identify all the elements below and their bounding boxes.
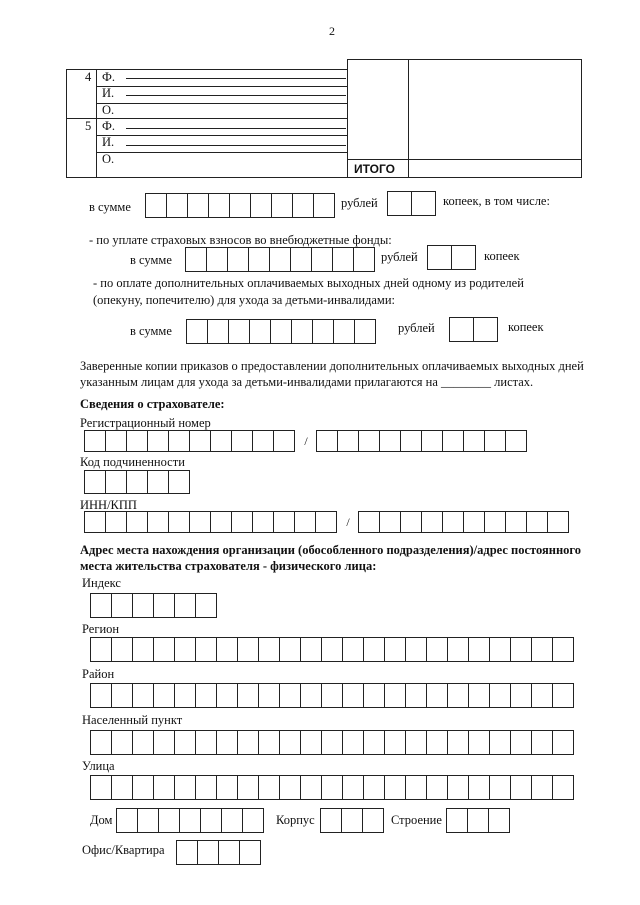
input-cell[interactable] [291,319,313,344]
insurance-prefix: в сумме [130,253,172,267]
input-cell[interactable] [313,193,335,218]
input-cell[interactable] [147,470,169,494]
input-cell[interactable] [384,637,406,662]
input-cell[interactable] [510,775,532,800]
input-cell[interactable] [463,511,485,533]
input-cell[interactable] [189,430,211,452]
person-4-name-label: И. [102,86,115,100]
input-cell[interactable] [111,775,133,800]
index-label: Индекс [82,576,121,590]
input-cell[interactable] [84,511,106,533]
input-cell[interactable] [442,430,464,452]
input-cell[interactable] [468,730,490,755]
insurance-kop-cells[interactable] [427,245,476,270]
address-heading-1: Адрес места нахождения организации (обособленного подразделения)/адрес постоянного [80,543,582,557]
input-cell[interactable] [270,319,292,344]
input-cell[interactable] [353,247,375,272]
input-cell[interactable] [273,430,295,452]
input-cell[interactable] [333,319,355,344]
region-label: Регион [82,622,120,636]
input-cell[interactable] [342,730,364,755]
input-cell[interactable] [90,683,112,708]
building-label: Строение [391,813,442,827]
input-cell[interactable] [400,511,422,533]
extra-days-kop-label: копеек [508,320,544,334]
input-cell[interactable] [153,775,175,800]
input-cell[interactable] [510,683,532,708]
person-5-surname-label: Ф. [102,119,116,133]
input-cell[interactable] [468,775,490,800]
index-cells[interactable] [90,593,217,618]
extra-days-rub-cells[interactable] [186,319,376,344]
street-label: Улица [82,759,115,773]
input-cell[interactable] [400,430,422,452]
reg-number-slash: / [304,433,308,448]
input-cell[interactable] [342,637,364,662]
input-cell[interactable] [300,683,322,708]
insurer-heading: Сведения о страхователе: [80,397,225,411]
input-cell[interactable] [187,193,209,218]
input-cell[interactable] [300,775,322,800]
region-cells[interactable] [90,637,574,662]
subordination-label: Код подчиненности [80,455,185,469]
input-cell[interactable] [405,775,427,800]
input-cell[interactable] [489,775,511,800]
input-cell[interactable] [405,683,427,708]
input-cell[interactable] [258,683,280,708]
input-cell[interactable] [447,683,469,708]
input-cell[interactable] [279,775,301,800]
input-cell[interactable] [153,683,175,708]
input-cell[interactable] [216,730,238,755]
input-cell[interactable] [446,808,468,833]
input-cell[interactable] [105,511,127,533]
input-cell[interactable] [111,593,133,618]
copies-line-1: Заверенные копии приказов о предоставлении дополнительных оплачиваемых выходных дней [80,359,584,373]
input-cell[interactable] [363,730,385,755]
input-cell[interactable] [279,683,301,708]
input-cell[interactable] [231,511,253,533]
input-cell[interactable] [531,637,553,662]
input-cell[interactable] [126,470,148,494]
address-heading-2: места жительства страхователя - физического лица: [80,559,377,573]
input-cell[interactable] [362,808,384,833]
extra-days-kop-cells[interactable] [449,317,498,342]
input-cell[interactable] [426,637,448,662]
input-cell[interactable] [279,637,301,662]
input-cell[interactable] [405,637,427,662]
input-cell[interactable] [531,775,553,800]
insurance-rub-label: рублей [381,250,418,264]
insurance-rub-cells[interactable] [185,247,375,272]
sum-rub-label: рублей [341,196,378,210]
input-cell[interactable] [111,730,133,755]
input-cell[interactable] [132,593,154,618]
input-cell[interactable] [484,430,506,452]
person-5-patronymic-label: О. [102,152,115,166]
input-cell[interactable] [90,593,112,618]
input-cell[interactable] [311,247,333,272]
district-cells[interactable] [90,683,574,708]
input-cell[interactable] [227,247,249,272]
input-cell[interactable] [552,683,574,708]
input-cell[interactable] [216,683,238,708]
office-label: Офис/Квартира [82,843,165,857]
input-cell[interactable] [174,730,196,755]
input-cell[interactable] [552,637,574,662]
input-cell[interactable] [105,470,127,494]
locality-cells[interactable] [90,730,574,755]
extra-days-text-2: (опекуну, попечителю) для ухода за детьми-инвалидами: [93,293,395,307]
input-cell[interactable] [216,637,238,662]
input-cell[interactable] [145,193,167,218]
input-cell[interactable] [153,730,175,755]
input-cell[interactable] [363,637,385,662]
person-4-surname-label: Ф. [102,70,116,84]
input-cell[interactable] [153,637,175,662]
input-cell[interactable] [174,775,196,800]
input-cell[interactable] [176,840,198,865]
input-cell[interactable] [354,319,376,344]
building-cells[interactable] [446,808,510,833]
input-cell[interactable] [111,637,133,662]
input-cell[interactable] [252,511,274,533]
input-cell[interactable] [132,730,154,755]
input-cell[interactable] [510,730,532,755]
input-cell[interactable] [195,593,217,618]
input-cell[interactable] [421,511,443,533]
input-cell[interactable] [384,775,406,800]
input-cell[interactable] [90,775,112,800]
input-cell[interactable] [321,683,343,708]
input-cell[interactable] [467,808,489,833]
input-cell[interactable] [312,319,334,344]
input-cell[interactable] [447,730,469,755]
input-cell[interactable] [531,730,553,755]
inn-kpp-label: ИНН/КПП [80,498,137,512]
extra-days-rub-label: рублей [398,321,435,335]
input-cell[interactable] [174,683,196,708]
input-cell[interactable] [116,808,138,833]
input-cell[interactable] [363,683,385,708]
person-4-patronymic-label: О. [102,103,115,117]
input-cell[interactable] [105,430,127,452]
input-cell[interactable] [208,193,230,218]
input-cell[interactable] [111,683,133,708]
input-cell[interactable] [147,430,169,452]
person-4-number: 4 [85,70,92,84]
input-cell[interactable] [468,637,490,662]
input-cell[interactable] [449,317,474,342]
extra-days-prefix: в сумме [130,324,172,338]
input-cell[interactable] [337,430,359,452]
sum-prefix: в сумме [89,200,131,214]
input-cell[interactable] [242,808,264,833]
persons-table [66,59,582,177]
input-cell[interactable] [427,245,452,270]
input-cell[interactable] [451,245,476,270]
copies-line-2: указанным лицам для ухода за детьми-инвалидами прилагаются на ________ листах. [80,375,534,389]
input-cell[interactable] [531,683,553,708]
input-cell[interactable] [489,683,511,708]
house-cells[interactable] [116,808,264,833]
input-cell[interactable] [126,511,148,533]
input-cell[interactable] [195,730,217,755]
input-cell[interactable] [488,808,510,833]
input-cell[interactable] [321,775,343,800]
input-cell[interactable] [248,247,270,272]
input-cell[interactable] [294,511,316,533]
input-cell[interactable] [168,511,190,533]
input-cell[interactable] [300,730,322,755]
input-cell[interactable] [292,193,314,218]
input-cell[interactable] [473,317,498,342]
input-cell[interactable] [237,683,259,708]
input-cell[interactable] [216,775,238,800]
input-cell[interactable] [126,430,148,452]
input-cell[interactable] [316,430,338,452]
input-cell[interactable] [197,840,219,865]
korpus-cells[interactable] [320,808,384,833]
input-cell[interactable] [384,730,406,755]
input-cell[interactable] [279,730,301,755]
input-cell[interactable] [315,511,337,533]
input-cell[interactable] [239,840,261,865]
input-cell[interactable] [237,775,259,800]
input-cell[interactable] [84,470,106,494]
input-cell[interactable] [379,430,401,452]
input-cell[interactable] [526,511,548,533]
input-cell[interactable] [132,683,154,708]
input-cell[interactable] [379,511,401,533]
input-cell[interactable] [168,470,190,494]
input-cell[interactable] [363,775,385,800]
input-cell[interactable] [505,430,527,452]
korpus-label: Корпус [276,813,315,827]
extra-days-text-1: - по оплате дополнительных оплачиваемых выходных дней одному из родителей [93,276,524,290]
input-cell[interactable] [174,593,196,618]
input-cell[interactable] [387,191,412,216]
input-cell[interactable] [189,511,211,533]
input-cell[interactable] [210,430,232,452]
total-label: ИТОГО [354,162,395,176]
input-cell[interactable] [206,247,228,272]
sum-kop-label: копеек, в том числе: [443,194,550,208]
input-cell[interactable] [442,511,464,533]
input-cell[interactable] [484,511,506,533]
input-cell[interactable] [218,840,240,865]
input-cell[interactable] [252,430,274,452]
input-cell[interactable] [341,808,363,833]
input-cell[interactable] [258,775,280,800]
input-cell[interactable] [90,637,112,662]
input-cell[interactable] [463,430,485,452]
input-cell[interactable] [411,191,436,216]
office-cells[interactable] [176,840,261,865]
reg-number-label: Регистрационный номер [80,416,211,430]
input-cell[interactable] [258,730,280,755]
input-cell[interactable] [207,319,229,344]
input-cell[interactable] [552,730,574,755]
input-cell[interactable] [426,683,448,708]
person-5-number: 5 [85,119,92,133]
input-cell[interactable] [447,637,469,662]
input-cell[interactable] [342,683,364,708]
input-cell[interactable] [174,637,196,662]
input-cell[interactable] [358,511,380,533]
input-cell[interactable] [332,247,354,272]
input-cell[interactable] [179,808,201,833]
input-cell[interactable] [195,683,217,708]
input-cell[interactable] [552,775,574,800]
sum-kop-cells[interactable] [387,191,436,216]
input-cell[interactable] [249,319,271,344]
input-cell[interactable] [147,511,169,533]
input-cell[interactable] [237,730,259,755]
input-cell[interactable] [271,193,293,218]
input-cell[interactable] [132,637,154,662]
input-cell[interactable] [510,637,532,662]
inn-kpp-cells[interactable] [84,511,569,533]
input-cell[interactable] [426,775,448,800]
inn-kpp-slash: / [346,514,350,529]
input-cell[interactable] [168,430,190,452]
input-cell[interactable] [210,511,232,533]
sum-rub-cells[interactable] [145,193,335,218]
input-cell[interactable] [250,193,272,218]
input-cell[interactable] [84,430,106,452]
input-cell[interactable] [195,637,217,662]
input-cell[interactable] [228,319,250,344]
house-label: Дом [90,813,113,827]
input-cell[interactable] [132,775,154,800]
locality-label: Населенный пункт [82,713,183,727]
input-cell[interactable] [426,730,448,755]
input-cell[interactable] [153,593,175,618]
input-cell[interactable] [229,193,251,218]
input-cell[interactable] [195,775,217,800]
input-cell[interactable] [185,247,207,272]
subordination-cells[interactable] [84,470,190,494]
input-cell[interactable] [405,730,427,755]
input-cell[interactable] [447,775,469,800]
input-cell[interactable] [137,808,159,833]
input-cell[interactable] [547,511,569,533]
input-cell[interactable] [421,430,443,452]
input-cell[interactable] [166,193,188,218]
input-cell[interactable] [200,808,222,833]
street-cells[interactable] [90,775,574,800]
district-label: Район [82,667,115,681]
input-cell[interactable] [468,683,490,708]
input-cell[interactable] [237,637,259,662]
input-cell[interactable] [186,319,208,344]
input-cell[interactable] [300,637,322,662]
input-cell[interactable] [221,808,243,833]
insurance-text: - по уплате страховых взносов во внебюджетные фонды: [89,233,392,247]
insurance-kop-label: копеек [484,249,520,263]
input-cell[interactable] [320,808,342,833]
input-cell[interactable] [384,683,406,708]
input-cell[interactable] [273,511,295,533]
input-cell[interactable] [90,730,112,755]
person-5-name-label: И. [102,135,115,149]
input-cell[interactable] [321,730,343,755]
input-cell[interactable] [258,637,280,662]
input-cell[interactable] [489,637,511,662]
input-cell[interactable] [290,247,312,272]
input-cell[interactable] [231,430,253,452]
input-cell[interactable] [321,637,343,662]
input-cell[interactable] [489,730,511,755]
page-number: 2 [329,24,335,38]
input-cell[interactable] [342,775,364,800]
input-cell[interactable] [269,247,291,272]
input-cell[interactable] [158,808,180,833]
input-cell[interactable] [358,430,380,452]
reg-number-cells[interactable] [84,430,527,452]
input-cell[interactable] [505,511,527,533]
